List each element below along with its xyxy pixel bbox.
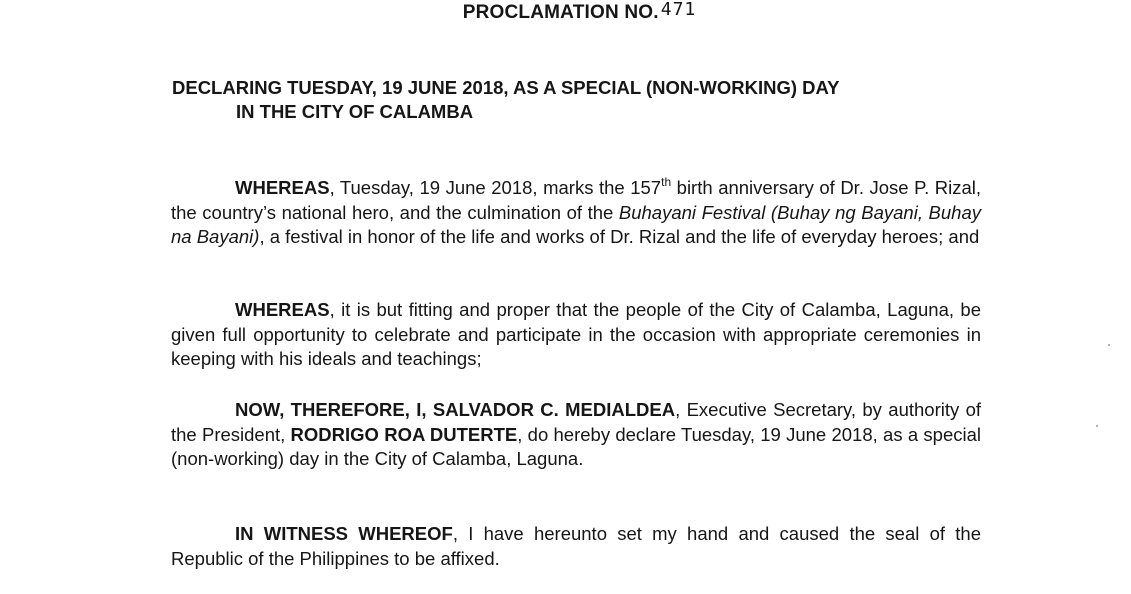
now-therefore-lead: NOW, THEREFORE, I, SALVADOR C. MEDIALDEA	[235, 399, 676, 420]
p2-text-1: , it is but fitting and proper that the people of the City of Calamba, Laguna, be given full opportunity to celebrate and participate in the occasion with appropriate ceremonies in keeping with his ideals and teachings;	[171, 299, 981, 369]
whereas-lead-2: WHEREAS	[235, 299, 330, 320]
proclamation-number: 471	[660, 0, 697, 20]
president-name: RODRIGO ROA DUTERTE	[290, 423, 518, 445]
in-witness-lead: IN WITNESS WHEREOF	[235, 523, 453, 544]
in-witness-paragraph	[171, 522, 981, 571]
p3-text-1: , Executive Secretary, by authority of the President,	[171, 399, 982, 445]
whereas-paragraph-1	[171, 176, 981, 250]
scan-speck	[1096, 425, 1098, 427]
subject-line-1: DECLARING TUESDAY, 19 JUNE 2018, AS A SPECIAL (NON-WORKING) DAY	[172, 77, 840, 98]
p1-superscript: th	[661, 174, 672, 189]
proclamation-heading	[0, 2, 1131, 24]
p4-text-1: , I have hereunto set my hand and caused the seal of the Republic of the Philippines to be affixed.	[171, 523, 981, 569]
whereas-paragraph-2	[171, 298, 981, 372]
now-therefore-paragraph	[171, 398, 981, 472]
whereas-lead-1: WHEREAS	[235, 177, 330, 198]
p1-text-3: , a festival in honor of the life and works of Dr. Rizal and the life of everyday heroes; and	[259, 226, 980, 247]
p1-festival-name: Buhayani Festival (Buhay ng Bayani, Buhay na Bayani)	[171, 201, 981, 247]
p1-text-1: , Tuesday, 19 June 2018, marks the 157	[329, 177, 662, 198]
proclamation-label: PROCLAMATION NO.	[462, 2, 659, 23]
subject-line-2: IN THE CITY OF CALAMBA	[236, 101, 474, 122]
p1-text-2: birth anniversary of Dr. Jose P. Rizal, the country’s national hero, and the culmination of the	[171, 177, 981, 223]
p3-text-2: , do hereby declare Tuesday, 19 June 2018, as a special (non-working) day in the City of Calamba, Laguna.	[171, 423, 981, 469]
scan-speck	[1108, 344, 1110, 346]
proclamation-subject	[172, 76, 987, 124]
